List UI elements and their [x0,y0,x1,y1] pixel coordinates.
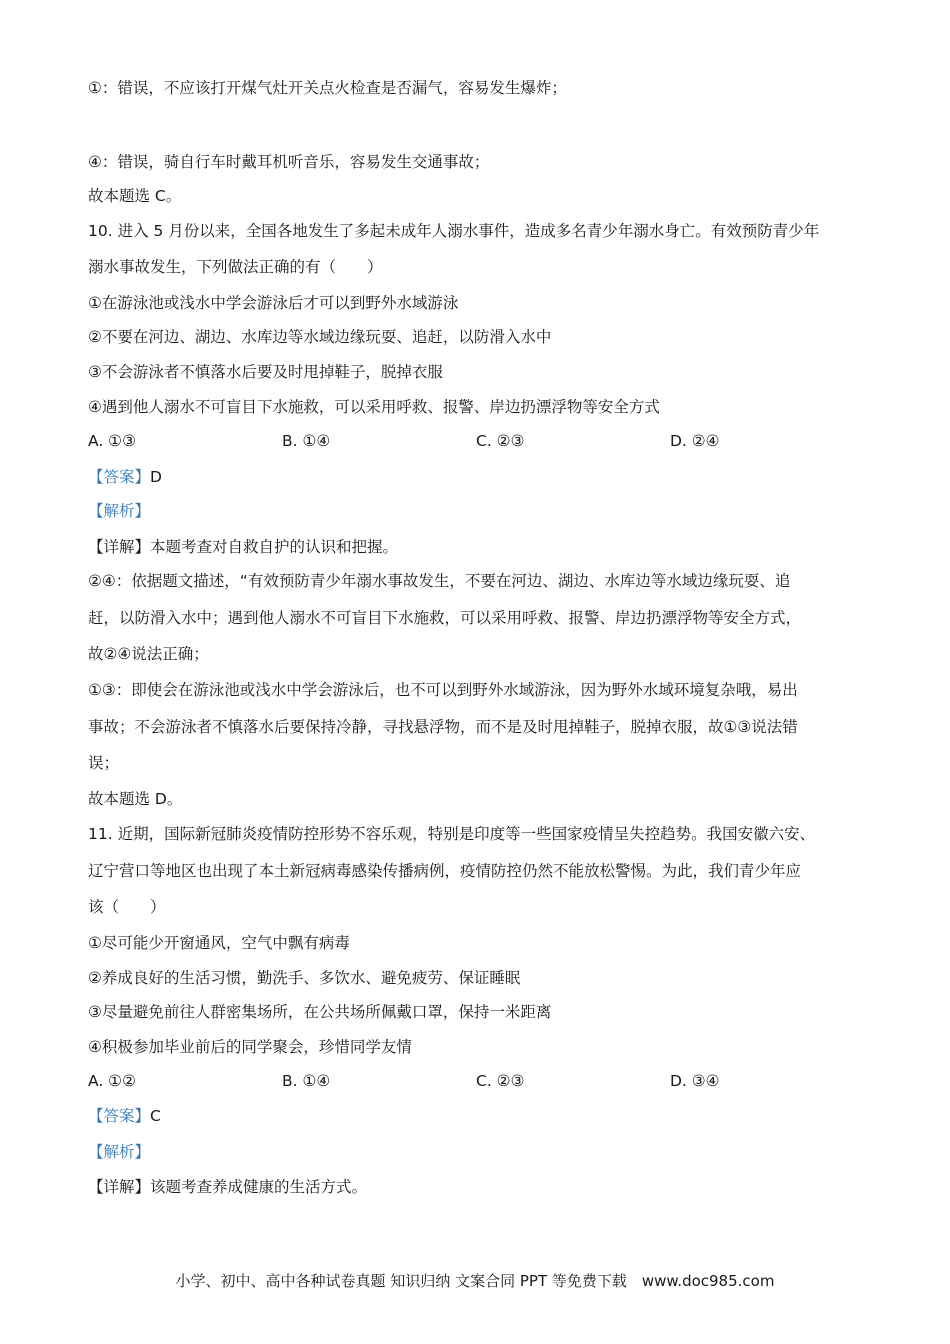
question-11-stem: 该（ ） [88,898,166,916]
answer-value: C [150,1107,161,1125]
q10-option-a: A. ①③ [88,432,136,450]
question-11-stem: 辽宁营口等地区也出现了本土新冠病毒感染传播病例，疫情防控仍然不能放松警惕。为此，我们青少年应 [88,862,802,880]
q10-detail [88,536,398,558]
detail-text: 该题考查养成健康的生活方式。 [150,1178,368,1196]
answer-tag: 【答案】 [88,468,151,486]
detail-text: 本题考查对自救自护的认识和把握。 [150,538,399,556]
detail-tag: 【详解】 [88,538,151,556]
q11-detail [88,1176,367,1198]
q11-option-b: B. ①④ [282,1072,331,1090]
analysis-tag: 【解析】 [88,1143,151,1161]
q10-option-b: B. ①④ [282,432,331,450]
text-line: ②④：依据题文描述，“有效预防青少年溺水事故发生，不要在河边、湖边、水库边等水域边缘玩耍、追 [88,572,791,590]
analysis-tag: 【解析】 [88,502,151,520]
text-line: 事故；不会游泳者不慎落水后要保持冷静，寻找悬浮物，而不是及时甩掉鞋子，脱掉衣服，故①③说法错 [88,718,798,736]
question-11-stem: 11. 近期，国际新冠肺炎疫情防控形势不容乐观，特别是印度等一些国家疫情呈失控趋势。我国安徽六安、 [88,825,816,843]
question-10-item: ④遇到他人溺水不可盲目下水施救，可以采用呼救、报警、岸边扔漂浮物等安全方式 [88,398,660,416]
q11-analysis [88,1141,150,1163]
q10-answer [88,466,162,488]
q11-answer [88,1105,161,1127]
text-line: 赶，以防滑入水中；遇到他人溺水不可盲目下水施救，可以采用呼救、报警、岸边扔漂浮物等安全方式， [88,609,802,627]
question-10-item: ③不会游泳者不慎落水后要及时甩掉鞋子，脱掉衣服 [88,363,443,381]
q11-option-d: D. ③④ [670,1072,720,1090]
detail-tag: 【详解】 [88,1178,151,1196]
question-10-stem: 10. 进入 5 月份以来，全国各地发生了多起未成年人溺水事件，造成多名青少年溺水身亡。有效预防青少年 [88,222,820,240]
question-11-item: ①尽可能少开窗通风，空气中飘有病毒 [88,934,350,952]
text-line: ④：错误，骑自行车时戴耳机听音乐，容易发生交通事故； [88,153,490,171]
question-10-stem: 溺水事故发生，下列做法正确的有（ ） [88,258,383,276]
text-line: 故②④说法正确； [88,645,209,663]
q10-option-c: C. ②③ [476,432,525,450]
page-footer: 小学、初中、高中各种试卷真题 知识归纳 文案合同 PPT 等免费下载 www.doc985.com [175,1272,775,1290]
question-10-item: ①在游泳池或浅水中学会游泳后才可以到野外水域游泳 [88,294,459,312]
q11-option-c: C. ②③ [476,1072,525,1090]
answer-tag: 【答案】 [88,1107,151,1125]
q11-option-a: A. ①② [88,1072,136,1090]
text-line: 故本题选 D。 [88,790,183,808]
question-11-item: ③尽量避免前往人群密集场所，在公共场所佩戴口罩，保持一米距离 [88,1003,552,1021]
question-10-item: ②不要在河边、湖边、水库边等水域边缘玩耍、追赶，以防滑入水中 [88,328,552,346]
question-11-item: ④积极参加毕业前后的同学聚会，珍惜同学友情 [88,1038,412,1056]
question-11-item: ②养成良好的生活习惯，勤洗手、多饮水、避免疲劳、保证睡眠 [88,969,521,987]
answer-value: D [150,468,162,486]
text-line: ①③：即使会在游泳池或浅水中学会游泳后，也不可以到野外水域游泳，因为野外水域环境复杂哦，易出 [88,681,798,699]
text-line: ①：错误，不应该打开煤气灶开关点火检查是否漏气，容易发生爆炸； [88,79,567,97]
text-line: 误； [88,754,120,772]
text-line: 故本题选 C。 [88,187,182,205]
q10-analysis [88,500,150,522]
q10-option-d: D. ②④ [670,432,720,450]
